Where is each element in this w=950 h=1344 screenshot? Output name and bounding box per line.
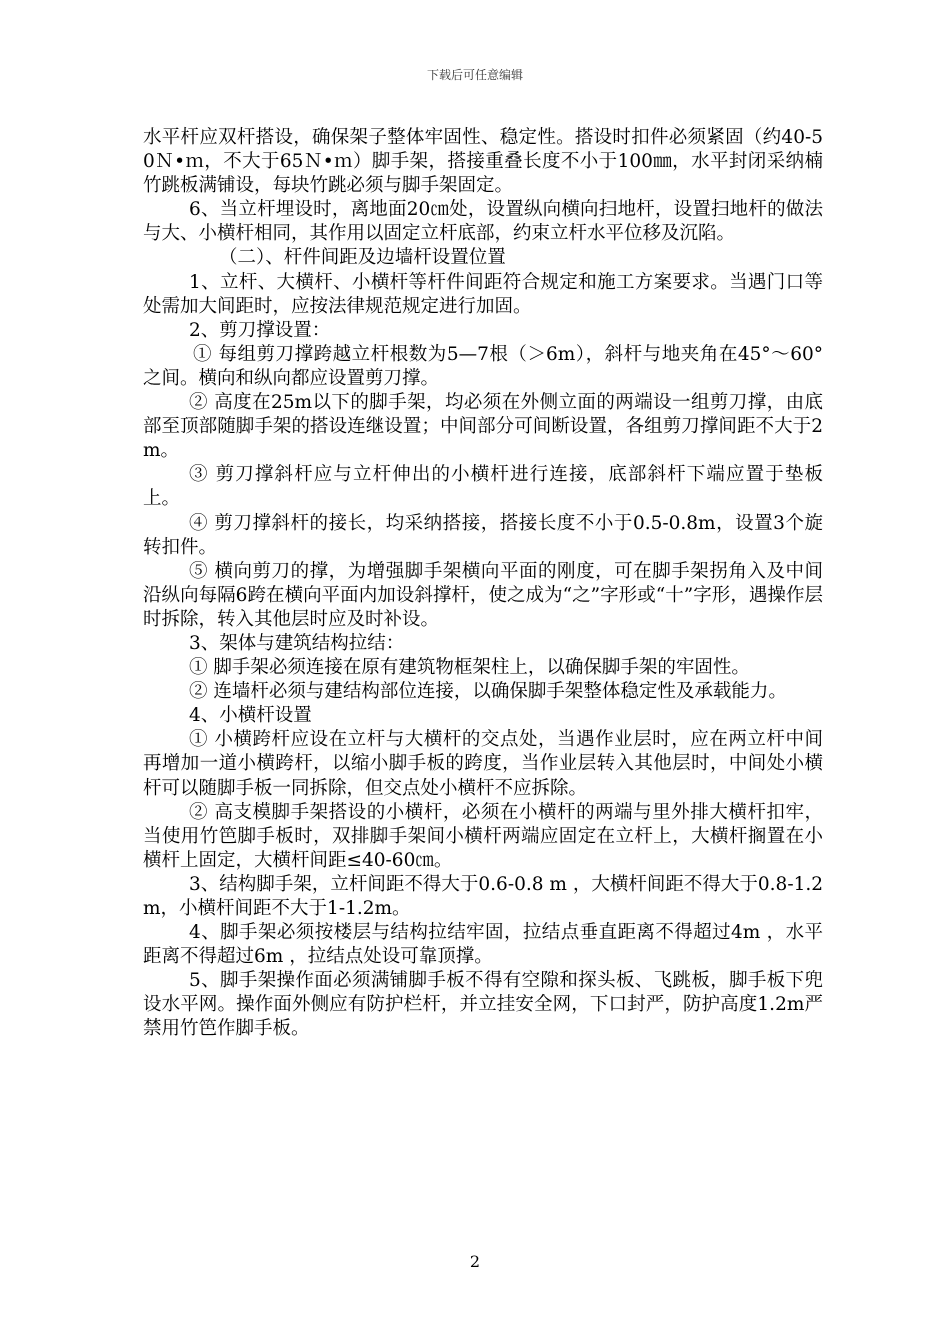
list-item: ③ 剪刀撑斜杆应与立杆伸出的小横杆进行连接，底部斜杆下端应置于垫板上。 [143,464,823,510]
page-header: 下载后可任意编辑 [426,68,523,82]
list-item: ① 每组剪刀撑跨越立杆根数为5—7根（＞6m），斜杆与地夹角在45°～60°之间。横向和纵向都应设置剪刀撑。 [143,343,823,389]
section-heading: （二）、杆件间距及边墙杆设置位置 [219,247,506,269]
body-text [143,126,823,1042]
subheading: 2、剪刀撑设置： [189,319,331,341]
list-item: ④ 剪刀撑斜杆的接长，均采纳搭接，搭接长度不小于0.5-0.8m，设置3个旋转扣件。 [143,512,823,558]
list-item: ① 脚手架必须连接在原有建筑物框架柱上，以确保脚手架的牢固性。 [189,657,750,679]
list-item: ② 高度在25m以下的脚手架，均必须在外侧立面的两端设一组剪刀撑，由底部至顶部随脚手架的搭设连继设置；中间部分可间断设置，各组剪刀撑间距不大于2m。 [143,392,823,462]
paragraph: 4、脚手架必须按楼层与结构拉结牢固，拉结点垂直距离不得超过4m ，水平距离不得超过6m ，拉结点处设可靠顶撑。 [143,922,823,968]
paragraph: 1、立杆、大横杆、小横杆等杆件间距符合规定和施工方案要求。当遇门口等处需加大间距时，应按法律规范规定进行加固。 [143,271,823,317]
paragraph: 5、脚手架操作面必须满铺脚手板不得有空隙和探头板、飞跳板，脚手板下兜设水平网。操作面外侧应有防护栏杆，并立挂安全网，下口封严，防护高度1.2m严禁用竹笆作脚手板。 [143,970,823,1040]
page-number: 2 [469,1252,481,1271]
paragraph: 6、当立杆埋设时，离地面20㎝处，设置纵向横向扫地杆，设置扫地杆的做法与大、小横杆相同，其作用以固定立杆底部，约束立杆水平位移及沉陷。 [143,199,823,245]
subheading: 4、小横杆设置 [189,705,312,727]
list-item: ② 连墙杆必须与建结构部位连接，以确保脚手架整体稳定性及承载能力。 [189,681,787,703]
paragraph: 3、结构脚手架，立杆间距不得大于0.6-0.8 m ，大横杆间距不得大于0.8-1.2m，小横杆间距不大于1-1.2m。 [143,873,823,919]
list-item: ⑤ 横向剪刀的撑，为增强脚手架横向平面的刚度，可在脚手架拐角入及中间沿纵向每隔6跨在横向平面内加设斜撑杆，使之成为“之”字形或“十”字形，遇操作层时拆除，转入其他层时应及时补设。 [143,560,823,630]
subheading: 3、架体与建筑结构拉结： [189,632,405,654]
paragraph: 水平杆应双杆搭设，确保架子整体牢固性、稳定性。搭设时扣件必须紧固（约40-50Ｎ•ｍ，不大于65Ｎ•ｍ）脚手架，搭接重叠长度不小于100㎜，水平封闭采纳楠竹跳板满铺设，每块竹跳必须与脚手架固定。 [143,127,823,197]
list-item: ② 高支模脚手架搭设的小横杆，必须在小横杆的两端与里外排大横杆扣牢，当使用竹笆脚手板时，双排脚手架间小横杆两端应固定在立杆上，大横杆搁置在小横杆上固定，大横杆间距≤40-60㎝。 [143,801,823,871]
list-item: ① 小横跨杆应设在立杆与大横杆的交点处，当遇作业层时，应在两立杆中间再增加一道小横跨杆，以缩小脚手板的跨度，当作业层转入其他层时，中间处小横杆可以随脚手板一同拆除，但交点处小横杆不应拆除。 [143,729,823,799]
